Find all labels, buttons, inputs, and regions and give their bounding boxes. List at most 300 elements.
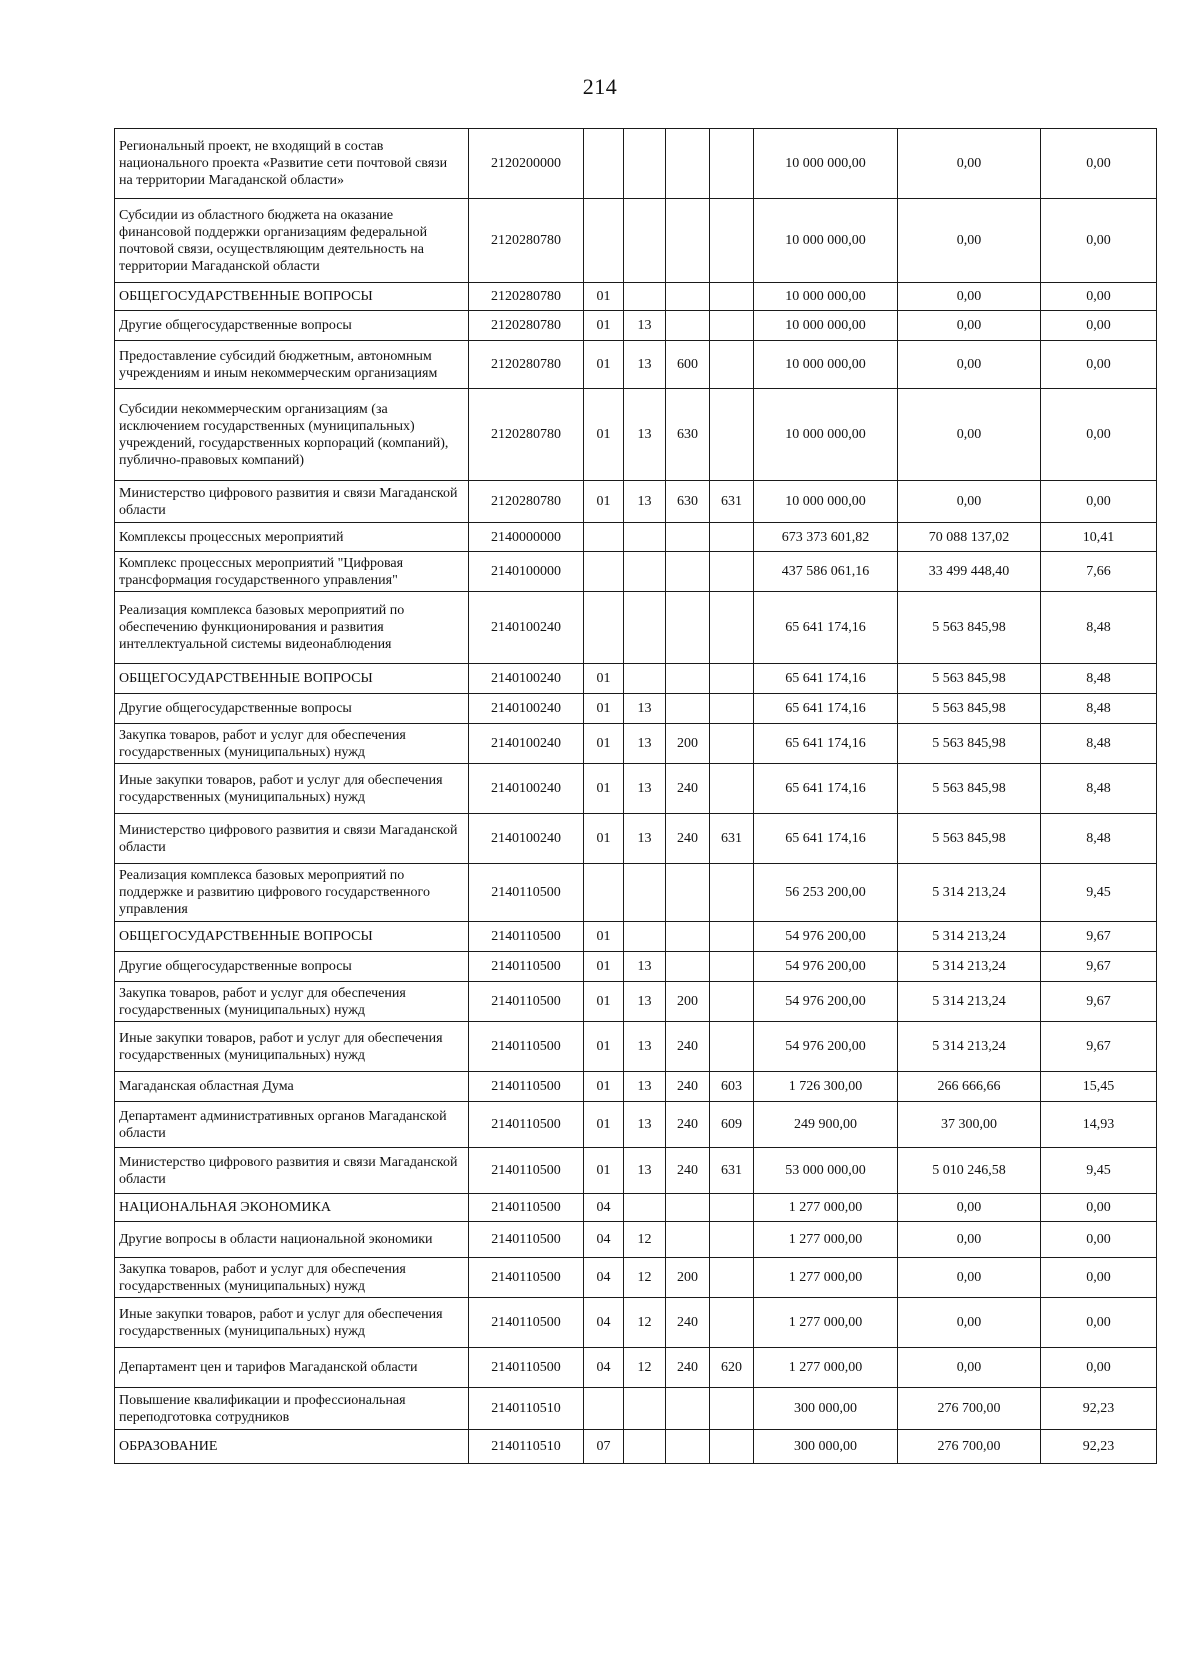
table-row (115, 592, 1157, 664)
table-row (115, 481, 1157, 523)
table-row (115, 129, 1157, 199)
row-section-code: 01 (584, 481, 624, 523)
row-planned-amount: 65 641 174,16 (754, 592, 898, 664)
row-target-code: 2140000000 (469, 523, 584, 552)
row-subsection-code: 13 (624, 1072, 666, 1102)
row-name: Другие вопросы в области национальной экономики (115, 1222, 469, 1258)
row-administrator-code (710, 1298, 754, 1348)
table-row (115, 864, 1157, 922)
row-name: Комплексы процессных мероприятий (115, 523, 469, 552)
row-executed-amount: 0,00 (898, 283, 1041, 311)
row-planned-amount: 10 000 000,00 (754, 481, 898, 523)
budget-table (114, 128, 1157, 1464)
row-subsection-code (624, 552, 666, 592)
row-target-code: 2120280780 (469, 311, 584, 341)
row-expense-type-code (666, 1222, 710, 1258)
row-executed-amount: 5 563 845,98 (898, 814, 1041, 864)
table-row (115, 1348, 1157, 1388)
row-subsection-code (624, 1388, 666, 1430)
table-row (115, 764, 1157, 814)
row-target-code: 2140110500 (469, 952, 584, 982)
row-executed-amount: 5 314 213,24 (898, 864, 1041, 922)
row-execution-percent: 0,00 (1041, 1348, 1157, 1388)
table-row (115, 814, 1157, 864)
row-subsection-code: 13 (624, 814, 666, 864)
row-executed-amount: 33 499 448,40 (898, 552, 1041, 592)
row-administrator-code: 631 (710, 481, 754, 523)
row-expense-type-code (666, 283, 710, 311)
row-target-code: 2140110500 (469, 982, 584, 1022)
row-planned-amount: 10 000 000,00 (754, 389, 898, 481)
row-subsection-code (624, 1430, 666, 1464)
row-target-code: 2120280780 (469, 283, 584, 311)
row-subsection-code: 13 (624, 764, 666, 814)
row-target-code: 2140110500 (469, 1348, 584, 1388)
row-executed-amount: 0,00 (898, 389, 1041, 481)
row-administrator-code (710, 199, 754, 283)
row-administrator-code: 631 (710, 814, 754, 864)
row-expense-type-code: 630 (666, 389, 710, 481)
row-section-code: 01 (584, 389, 624, 481)
row-name: НАЦИОНАЛЬНАЯ ЭКОНОМИКА (115, 1194, 469, 1222)
row-name: Департамент административных органов Магаданской области (115, 1102, 469, 1148)
row-execution-percent: 7,66 (1041, 552, 1157, 592)
row-executed-amount: 5 563 845,98 (898, 592, 1041, 664)
row-section-code (584, 523, 624, 552)
row-section-code: 07 (584, 1430, 624, 1464)
row-target-code: 2140100000 (469, 552, 584, 592)
row-name: ОБЩЕГОСУДАРСТВЕННЫЕ ВОПРОСЫ (115, 922, 469, 952)
row-section-code: 04 (584, 1298, 624, 1348)
row-subsection-code: 13 (624, 481, 666, 523)
row-target-code: 2140110500 (469, 1222, 584, 1258)
row-executed-amount: 5 314 213,24 (898, 922, 1041, 952)
row-name: Другие общегосударственные вопросы (115, 694, 469, 724)
row-subsection-code: 12 (624, 1348, 666, 1388)
row-administrator-code (710, 283, 754, 311)
row-name: Иные закупки товаров, работ и услуг для обеспечения государственных (муниципальных) нужд (115, 1022, 469, 1072)
row-execution-percent: 14,93 (1041, 1102, 1157, 1148)
row-target-code: 2140110500 (469, 1194, 584, 1222)
row-expense-type-code (666, 129, 710, 199)
row-planned-amount: 54 976 200,00 (754, 952, 898, 982)
row-subsection-code (624, 1194, 666, 1222)
row-target-code: 2140100240 (469, 694, 584, 724)
row-administrator-code (710, 764, 754, 814)
row-planned-amount: 1 277 000,00 (754, 1222, 898, 1258)
row-execution-percent: 8,48 (1041, 694, 1157, 724)
row-planned-amount: 54 976 200,00 (754, 1022, 898, 1072)
row-target-code: 2140100240 (469, 664, 584, 694)
row-execution-percent: 8,48 (1041, 724, 1157, 764)
row-section-code: 04 (584, 1194, 624, 1222)
row-section-code (584, 1388, 624, 1430)
row-name: Повышение квалификации и профессиональная переподготовка сотрудников (115, 1388, 469, 1430)
row-expense-type-code (666, 952, 710, 982)
row-execution-percent: 0,00 (1041, 129, 1157, 199)
row-administrator-code (710, 922, 754, 952)
row-target-code: 2120280780 (469, 199, 584, 283)
row-section-code: 01 (584, 814, 624, 864)
row-name: ОБРАЗОВАНИЕ (115, 1430, 469, 1464)
row-execution-percent: 9,67 (1041, 982, 1157, 1022)
row-executed-amount: 70 088 137,02 (898, 523, 1041, 552)
row-administrator-code: 609 (710, 1102, 754, 1148)
table-row (115, 552, 1157, 592)
row-target-code: 2140110500 (469, 1102, 584, 1148)
row-subsection-code (624, 523, 666, 552)
table-row (115, 1072, 1157, 1102)
row-name: Закупка товаров, работ и услуг для обеспечения государственных (муниципальных) нужд (115, 1258, 469, 1298)
row-expense-type-code: 600 (666, 341, 710, 389)
row-name: Иные закупки товаров, работ и услуг для обеспечения государственных (муниципальных) нужд (115, 764, 469, 814)
row-executed-amount: 0,00 (898, 1194, 1041, 1222)
row-administrator-code (710, 1194, 754, 1222)
row-target-code: 2140100240 (469, 814, 584, 864)
row-execution-percent: 0,00 (1041, 1258, 1157, 1298)
row-expense-type-code (666, 523, 710, 552)
budget-table-body (115, 129, 1157, 1464)
row-target-code: 2140110500 (469, 1298, 584, 1348)
row-subsection-code: 13 (624, 1148, 666, 1194)
row-subsection-code: 13 (624, 724, 666, 764)
row-executed-amount: 5 314 213,24 (898, 952, 1041, 982)
row-executed-amount: 5 314 213,24 (898, 1022, 1041, 1072)
row-administrator-code (710, 1388, 754, 1430)
row-administrator-code (710, 523, 754, 552)
row-section-code: 01 (584, 1022, 624, 1072)
row-expense-type-code: 630 (666, 481, 710, 523)
row-subsection-code: 13 (624, 952, 666, 982)
row-executed-amount: 276 700,00 (898, 1430, 1041, 1464)
row-expense-type-code (666, 199, 710, 283)
table-row (115, 283, 1157, 311)
row-execution-percent: 0,00 (1041, 199, 1157, 283)
table-row (115, 1148, 1157, 1194)
row-administrator-code (710, 389, 754, 481)
row-administrator-code (710, 1222, 754, 1258)
row-expense-type-code: 240 (666, 1348, 710, 1388)
row-name: Субсидии из областного бюджета на оказание финансовой поддержки организациям федеральной почтовой связи, осуществляющим деятельность на территории Магаданской области (115, 199, 469, 283)
table-row (115, 199, 1157, 283)
row-target-code: 2140110500 (469, 1258, 584, 1298)
row-planned-amount: 10 000 000,00 (754, 341, 898, 389)
row-section-code: 01 (584, 764, 624, 814)
row-section-code (584, 864, 624, 922)
row-planned-amount: 673 373 601,82 (754, 523, 898, 552)
row-target-code: 2140110510 (469, 1388, 584, 1430)
row-executed-amount: 5 563 845,98 (898, 724, 1041, 764)
row-planned-amount: 1 277 000,00 (754, 1194, 898, 1222)
row-administrator-code (710, 952, 754, 982)
row-administrator-code (710, 552, 754, 592)
row-section-code: 01 (584, 724, 624, 764)
row-expense-type-code: 200 (666, 982, 710, 1022)
row-execution-percent: 0,00 (1041, 389, 1157, 481)
row-administrator-code (710, 1430, 754, 1464)
row-expense-type-code (666, 922, 710, 952)
table-row (115, 1388, 1157, 1430)
row-execution-percent: 0,00 (1041, 1194, 1157, 1222)
row-administrator-code: 603 (710, 1072, 754, 1102)
row-section-code: 01 (584, 341, 624, 389)
table-row (115, 1430, 1157, 1464)
row-subsection-code: 13 (624, 389, 666, 481)
row-execution-percent: 92,23 (1041, 1388, 1157, 1430)
row-section-code: 01 (584, 922, 624, 952)
row-expense-type-code: 240 (666, 1022, 710, 1072)
row-planned-amount: 10 000 000,00 (754, 199, 898, 283)
row-section-code (584, 592, 624, 664)
row-section-code (584, 199, 624, 283)
row-execution-percent: 92,23 (1041, 1430, 1157, 1464)
row-executed-amount: 0,00 (898, 481, 1041, 523)
row-name: Магаданская областная Дума (115, 1072, 469, 1102)
row-administrator-code: 620 (710, 1348, 754, 1388)
row-executed-amount: 5 563 845,98 (898, 694, 1041, 724)
row-administrator-code (710, 864, 754, 922)
row-executed-amount: 5 010 246,58 (898, 1148, 1041, 1194)
row-expense-type-code (666, 694, 710, 724)
row-target-code: 2120280780 (469, 389, 584, 481)
row-planned-amount: 1 277 000,00 (754, 1348, 898, 1388)
row-name: Реализация комплекса базовых мероприятий по поддержке и развитию цифрового государственного управления (115, 864, 469, 922)
row-target-code: 2140110500 (469, 1022, 584, 1072)
row-executed-amount: 0,00 (898, 1258, 1041, 1298)
row-administrator-code (710, 694, 754, 724)
row-planned-amount: 54 976 200,00 (754, 982, 898, 1022)
row-name: Закупка товаров, работ и услуг для обеспечения государственных (муниципальных) нужд (115, 724, 469, 764)
row-section-code: 01 (584, 283, 624, 311)
row-section-code: 01 (584, 1102, 624, 1148)
table-row (115, 922, 1157, 952)
row-name: Комплекс процессных мероприятий "Цифровая трансформация государственного управления" (115, 552, 469, 592)
row-target-code: 2140110500 (469, 864, 584, 922)
row-administrator-code (710, 982, 754, 1022)
row-target-code: 2140100240 (469, 592, 584, 664)
row-section-code: 01 (584, 694, 624, 724)
row-executed-amount: 5 314 213,24 (898, 982, 1041, 1022)
row-planned-amount: 437 586 061,16 (754, 552, 898, 592)
row-section-code: 04 (584, 1258, 624, 1298)
row-administrator-code (710, 341, 754, 389)
row-expense-type-code (666, 1388, 710, 1430)
row-executed-amount: 5 563 845,98 (898, 764, 1041, 814)
row-planned-amount: 300 000,00 (754, 1388, 898, 1430)
row-executed-amount: 0,00 (898, 341, 1041, 389)
table-row (115, 311, 1157, 341)
row-target-code: 2140110500 (469, 1072, 584, 1102)
row-administrator-code (710, 129, 754, 199)
row-subsection-code (624, 664, 666, 694)
table-row (115, 341, 1157, 389)
row-execution-percent: 15,45 (1041, 1072, 1157, 1102)
row-section-code (584, 129, 624, 199)
row-target-code: 2120280780 (469, 481, 584, 523)
page-number: 214 (582, 74, 618, 99)
row-section-code: 01 (584, 311, 624, 341)
row-subsection-code (624, 199, 666, 283)
row-execution-percent: 0,00 (1041, 481, 1157, 523)
row-execution-percent: 8,48 (1041, 592, 1157, 664)
row-expense-type-code: 240 (666, 764, 710, 814)
table-row (115, 664, 1157, 694)
row-expense-type-code (666, 1194, 710, 1222)
row-name: Департамент цен и тарифов Магаданской области (115, 1348, 469, 1388)
row-execution-percent: 8,48 (1041, 664, 1157, 694)
row-administrator-code (710, 592, 754, 664)
row-section-code: 04 (584, 1348, 624, 1388)
row-planned-amount: 65 641 174,16 (754, 764, 898, 814)
row-name: Другие общегосударственные вопросы (115, 311, 469, 341)
row-name: Министерство цифрового развития и связи Магаданской области (115, 814, 469, 864)
row-subsection-code (624, 864, 666, 922)
row-name: ОБЩЕГОСУДАРСТВЕННЫЕ ВОПРОСЫ (115, 664, 469, 694)
row-name: Закупка товаров, работ и услуг для обеспечения государственных (муниципальных) нужд (115, 982, 469, 1022)
row-subsection-code (624, 283, 666, 311)
row-execution-percent: 0,00 (1041, 1298, 1157, 1348)
row-planned-amount: 65 641 174,16 (754, 724, 898, 764)
row-subsection-code: 13 (624, 341, 666, 389)
row-target-code: 2140110510 (469, 1430, 584, 1464)
row-name: Региональный проект, не входящий в состав национального проекта «Развитие сети почтовой связи на территории Магаданской области» (115, 129, 469, 199)
row-planned-amount: 65 641 174,16 (754, 694, 898, 724)
row-target-code: 2140110500 (469, 922, 584, 952)
row-administrator-code (710, 311, 754, 341)
row-executed-amount: 37 300,00 (898, 1102, 1041, 1148)
row-expense-type-code (666, 592, 710, 664)
row-expense-type-code: 240 (666, 1298, 710, 1348)
row-administrator-code (710, 664, 754, 694)
row-execution-percent: 0,00 (1041, 1222, 1157, 1258)
row-subsection-code: 12 (624, 1222, 666, 1258)
row-executed-amount: 0,00 (898, 1348, 1041, 1388)
row-administrator-code: 631 (710, 1148, 754, 1194)
row-executed-amount: 0,00 (898, 199, 1041, 283)
row-name: Реализация комплекса базовых мероприятий по обеспечению функционирования и развития интеллектуальной системы видеонаблюдения (115, 592, 469, 664)
row-planned-amount: 53 000 000,00 (754, 1148, 898, 1194)
row-target-code: 2140100240 (469, 724, 584, 764)
row-expense-type-code (666, 864, 710, 922)
table-row (115, 982, 1157, 1022)
row-name: Предоставление субсидий бюджетным, автономным учреждениям и иным некоммерческим организациям (115, 341, 469, 389)
row-planned-amount: 54 976 200,00 (754, 922, 898, 952)
row-expense-type-code (666, 552, 710, 592)
row-expense-type-code (666, 664, 710, 694)
row-subsection-code: 12 (624, 1298, 666, 1348)
row-subsection-code: 13 (624, 982, 666, 1022)
table-row (115, 952, 1157, 982)
row-planned-amount: 300 000,00 (754, 1430, 898, 1464)
row-planned-amount: 249 900,00 (754, 1102, 898, 1148)
row-name: Министерство цифрового развития и связи Магаданской области (115, 1148, 469, 1194)
row-planned-amount: 56 253 200,00 (754, 864, 898, 922)
row-expense-type-code (666, 1430, 710, 1464)
row-section-code: 01 (584, 982, 624, 1022)
row-subsection-code: 12 (624, 1258, 666, 1298)
row-name: Другие общегосударственные вопросы (115, 952, 469, 982)
row-subsection-code: 13 (624, 694, 666, 724)
row-executed-amount: 276 700,00 (898, 1388, 1041, 1430)
row-administrator-code (710, 724, 754, 764)
row-name: Иные закупки товаров, работ и услуг для обеспечения государственных (муниципальных) нужд (115, 1298, 469, 1348)
row-planned-amount: 65 641 174,16 (754, 814, 898, 864)
table-row (115, 1258, 1157, 1298)
row-name: ОБЩЕГОСУДАРСТВЕННЫЕ ВОПРОСЫ (115, 283, 469, 311)
row-section-code: 01 (584, 664, 624, 694)
table-row (115, 1222, 1157, 1258)
row-target-code: 2140110500 (469, 1148, 584, 1194)
row-section-code: 01 (584, 1148, 624, 1194)
row-subsection-code: 13 (624, 1022, 666, 1072)
row-planned-amount: 10 000 000,00 (754, 283, 898, 311)
row-expense-type-code: 240 (666, 1148, 710, 1194)
row-subsection-code: 13 (624, 1102, 666, 1148)
row-expense-type-code: 240 (666, 814, 710, 864)
row-executed-amount: 0,00 (898, 311, 1041, 341)
table-row (115, 1298, 1157, 1348)
row-planned-amount: 1 726 300,00 (754, 1072, 898, 1102)
row-execution-percent: 0,00 (1041, 283, 1157, 311)
row-subsection-code (624, 592, 666, 664)
row-expense-type-code: 240 (666, 1102, 710, 1148)
row-subsection-code (624, 129, 666, 199)
row-section-code: 01 (584, 952, 624, 982)
row-execution-percent: 8,48 (1041, 764, 1157, 814)
row-expense-type-code (666, 311, 710, 341)
row-planned-amount: 1 277 000,00 (754, 1258, 898, 1298)
table-row (115, 1022, 1157, 1072)
table-row (115, 724, 1157, 764)
table-row (115, 1102, 1157, 1148)
row-executed-amount: 0,00 (898, 129, 1041, 199)
row-execution-percent: 8,48 (1041, 814, 1157, 864)
row-target-code: 2140100240 (469, 764, 584, 814)
row-executed-amount: 266 666,66 (898, 1072, 1041, 1102)
row-target-code: 2120200000 (469, 129, 584, 199)
row-section-code: 01 (584, 1072, 624, 1102)
row-planned-amount: 10 000 000,00 (754, 129, 898, 199)
row-name: Субсидии некоммерческим организациям (за исключением государственных (муниципальных) учреждений, государственных корпораций (компаний), публично-правовых компаний) (115, 389, 469, 481)
table-row (115, 694, 1157, 724)
row-planned-amount: 10 000 000,00 (754, 311, 898, 341)
row-execution-percent: 0,00 (1041, 311, 1157, 341)
table-row (115, 389, 1157, 481)
row-administrator-code (710, 1022, 754, 1072)
row-execution-percent: 9,45 (1041, 1148, 1157, 1194)
row-section-code (584, 552, 624, 592)
row-execution-percent: 0,00 (1041, 341, 1157, 389)
row-execution-percent: 9,45 (1041, 864, 1157, 922)
row-execution-percent: 9,67 (1041, 922, 1157, 952)
row-planned-amount: 1 277 000,00 (754, 1298, 898, 1348)
table-row (115, 523, 1157, 552)
row-target-code: 2120280780 (469, 341, 584, 389)
row-subsection-code (624, 922, 666, 952)
row-execution-percent: 9,67 (1041, 952, 1157, 982)
row-expense-type-code: 200 (666, 1258, 710, 1298)
row-executed-amount: 0,00 (898, 1298, 1041, 1348)
row-executed-amount: 5 563 845,98 (898, 664, 1041, 694)
row-expense-type-code: 200 (666, 724, 710, 764)
row-administrator-code (710, 1258, 754, 1298)
row-subsection-code: 13 (624, 311, 666, 341)
table-row (115, 1194, 1157, 1222)
row-name: Министерство цифрового развития и связи Магаданской области (115, 481, 469, 523)
row-planned-amount: 65 641 174,16 (754, 664, 898, 694)
row-executed-amount: 0,00 (898, 1222, 1041, 1258)
row-expense-type-code: 240 (666, 1072, 710, 1102)
